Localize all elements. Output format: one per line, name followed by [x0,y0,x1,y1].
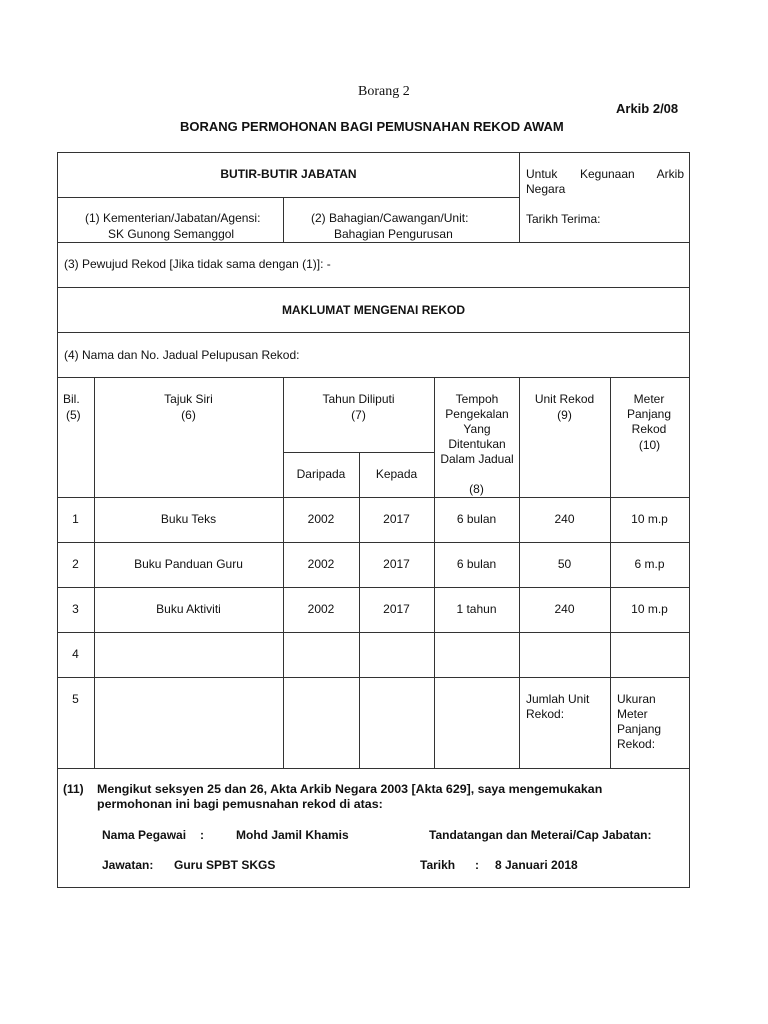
row-daripada: 2002 [307,557,335,571]
row-tempoh: 6 bulan [456,512,497,526]
row-unit: 240 [554,602,575,616]
header-meter: Meter Panjang Rekod [626,392,672,436]
date-value: 8 Januari 2018 [495,858,578,872]
declaration-text-line2: permohonan ini bagi pemusnahan rekod di atas: [97,797,383,811]
row-tajuk: Buku Panduan Guru [134,557,243,571]
row-tajuk: Buku Teks [160,512,217,526]
row-bil: 1 [72,512,79,526]
row-daripada: 2002 [307,602,335,616]
header-tahun-no: (7) [351,408,366,422]
header-bil-no: (5) [66,408,81,422]
total-unit-label: Jumlah Unit Rekod: [526,692,590,721]
section-heading-jabatan: BUTIR-BUTIR JABATAN [220,167,357,181]
row-kepada: 2017 [383,602,410,616]
section-heading-rekod: MAKLUMAT MENGENAI REKOD [281,303,466,317]
ministry-label: (1) Kementerian/Jabatan/Agensi: [85,211,261,225]
date-colon: : [475,858,479,872]
header-kepada: Kepada [375,467,418,481]
division-value: Bahagian Pengurusan [334,227,453,241]
row-daripada: 2002 [307,512,335,526]
declaration-text-line1: Mengikut seksyen 25 dan 26, Akta Arkib Negara 2003 [Akta 629], saya mengemukakan [97,782,603,796]
row-bil: 2 [72,557,79,571]
row-kepada: 2017 [383,512,410,526]
header-tempoh: Tempoh Pengekalan Yang Ditentukan Dalam Jadual [440,392,514,466]
header-unit: Unit Rekod [534,392,595,406]
position-value: Guru SPBT SKGS [174,858,276,872]
date-label: Tarikh [420,858,456,872]
officer-name-label: Nama Pegawai [102,828,187,842]
division-label: (2) Bahagian/Cawangan/Unit: [311,211,469,225]
row-tajuk: Buku Aktiviti [156,602,221,616]
officer-name-colon: : [200,828,204,842]
header-tajuk-no: (6) [181,408,196,422]
total-meter-label: Ukuran Meter Panjang Rekod: [617,692,662,751]
row-kepada: 2017 [383,557,410,571]
header-bil: Bil. [63,392,80,406]
header-unit-no: (9) [557,408,572,422]
position-label: Jawatan: [102,858,154,872]
header-meter-no: (10) [638,438,661,452]
row-tempoh: 1 tahun [456,602,497,616]
row-bil: 3 [72,602,79,616]
row-meter: 10 m.p [631,602,668,616]
header-tahun: Tahun Diliputi [322,392,395,406]
header-tempoh-no: (8) [469,482,484,496]
schedule-name-field: (4) Nama dan No. Jadual Pelupusan Rekod: [64,348,300,362]
reference-code: Arkib 2/08 [616,101,679,116]
row-tempoh: 6 bulan [456,557,497,571]
ministry-value: SK Gunong Semanggol [108,227,235,241]
officer-name-value: Mohd Jamil Khamis [236,828,349,842]
header-daripada: Daripada [296,467,346,481]
form-number: Borang 2 [358,84,410,99]
row-unit: 50 [557,557,572,571]
signature-label: Tandatangan dan Meterai/Cap Jabatan: [429,828,652,842]
archive-use-label: Untuk Kegunaan Arkib Negara [526,167,684,196]
row-meter: 10 m.p [631,512,668,526]
row-bil: 5 [72,692,79,706]
form-title: BORANG PERMOHONAN BAGI PEMUSNAHAN REKOD AWAM [180,119,564,134]
declaration-number: (11) [63,782,84,796]
record-creator-field: (3) Pewujud Rekod [Jika tidak sama dengan (1)]: - [64,257,331,271]
row-meter: 6 m.p [634,557,665,571]
received-date-label: Tarikh Terima: [526,212,601,226]
row-unit: 240 [554,512,575,526]
header-tajuk: Tajuk Siri [164,392,213,406]
row-bil: 4 [72,647,79,661]
